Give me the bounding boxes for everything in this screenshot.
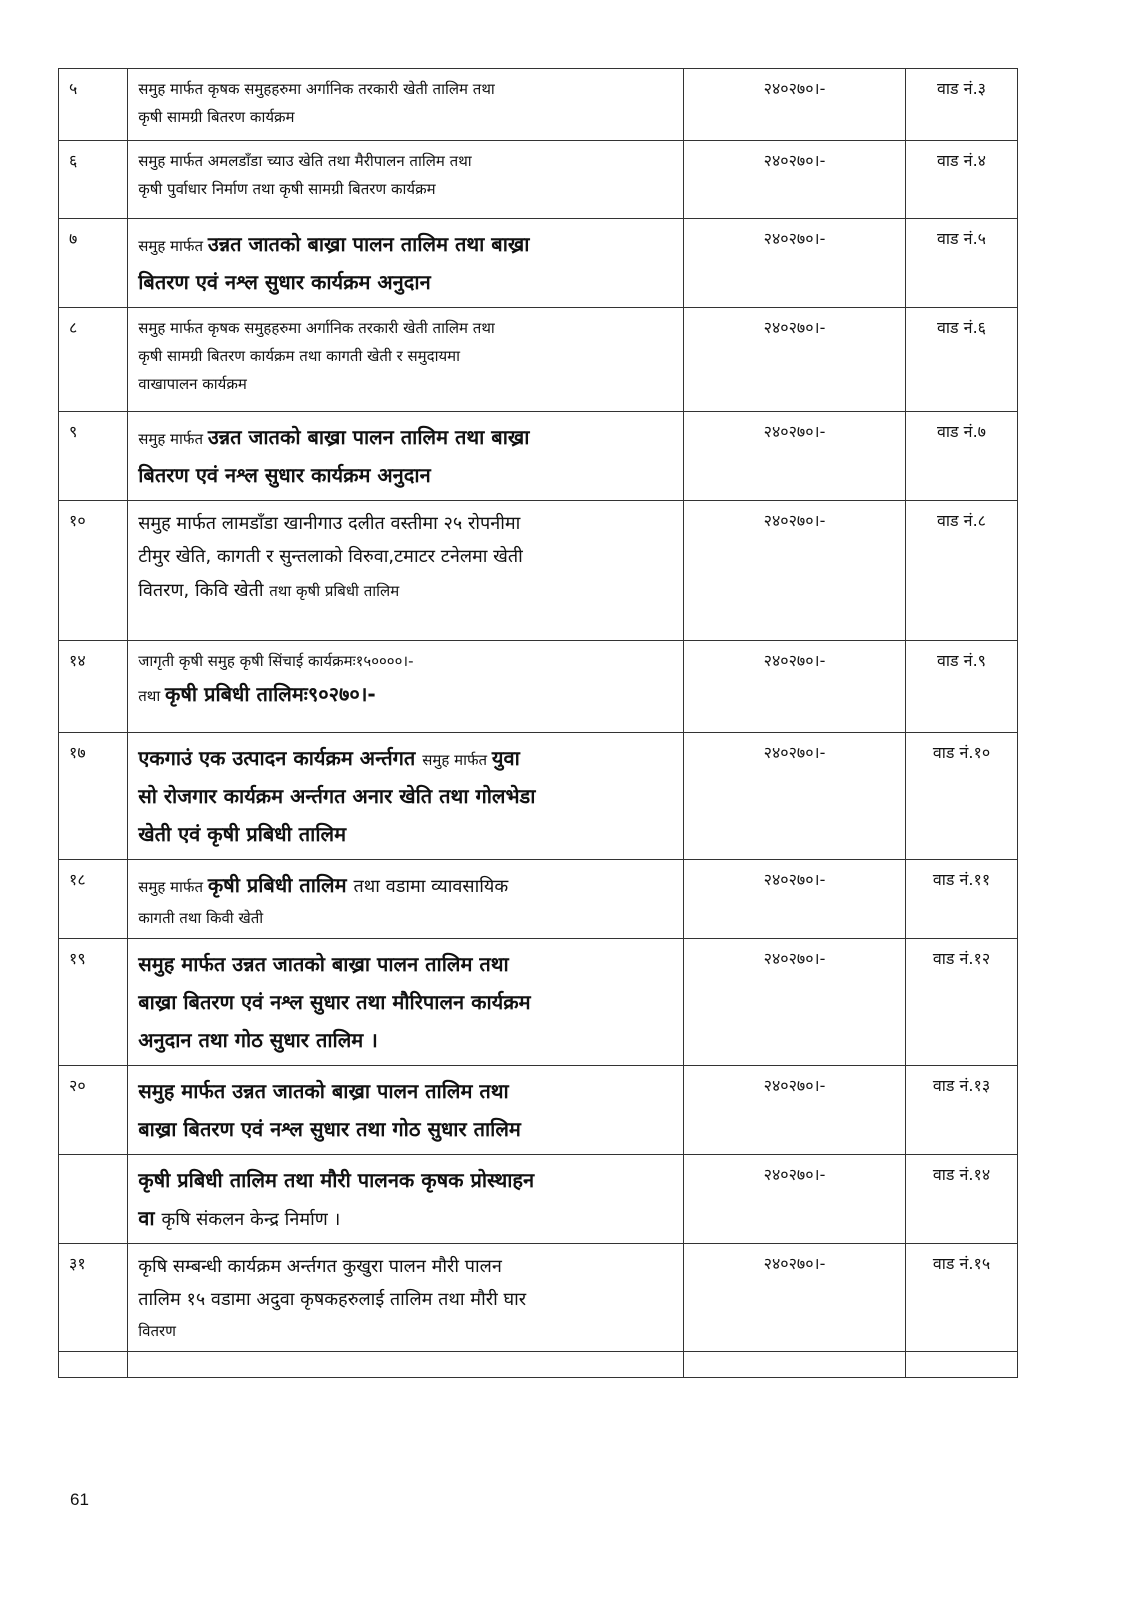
table-row	[59, 1066, 1018, 1155]
description-text: बाख्रा बितरण एवं नश्ल सुधार तथा मौरिपालन कार्यक्रम	[138, 990, 531, 1014]
program-description-cell	[128, 1244, 684, 1352]
table-row	[59, 733, 1018, 860]
ward-cell: वाड नं.७	[905, 412, 1017, 501]
table-row	[59, 69, 1018, 141]
table-row	[59, 308, 1018, 412]
program-description-cell	[128, 308, 684, 412]
description-text: खेती एवं कृषी प्रबिधी तालिम	[138, 822, 347, 846]
description-text: तथा वडामा व्यावसायिक	[353, 876, 509, 897]
serial-number-cell	[59, 1155, 128, 1244]
description-text: कागती तथा किवी खेती	[138, 909, 264, 927]
serial-number-cell: ३१	[59, 1244, 128, 1352]
serial-number-cell: ८	[59, 308, 128, 412]
description-text: समुह मार्फत	[138, 430, 208, 448]
serial-number-cell: ६	[59, 141, 128, 219]
description-text: कृषी प्रबिधी तालिम तथा मौरी पालनक कृषक प्रोस्थाहन	[138, 1168, 535, 1192]
amount-cell: २४०२७०।-	[684, 1155, 906, 1244]
amount-cell: २४०२७०।-	[684, 141, 906, 219]
description-text: वाखापालन कार्यक्रम	[138, 375, 247, 393]
amount-cell: २४०२७०।-	[684, 1244, 906, 1352]
amount-cell	[684, 1351, 906, 1377]
description-text: तथा	[138, 687, 166, 705]
table-row	[59, 412, 1018, 501]
program-description-cell	[128, 1066, 684, 1155]
description-text: अनुदान तथा गोठ सुधार तालिम ।	[138, 1028, 378, 1052]
page-number: 61	[70, 1490, 89, 1509]
serial-number-cell: ७	[59, 219, 128, 308]
table-row	[59, 641, 1018, 733]
description-text: समुह मार्फत	[422, 751, 492, 769]
amount-cell: २४०२७०।-	[684, 641, 906, 733]
program-description-cell	[128, 939, 684, 1066]
table-row	[59, 939, 1018, 1066]
description-text: कृषि संकलन केन्द्र निर्माण ।	[161, 1209, 341, 1230]
amount-cell: २४०२७०।-	[684, 412, 906, 501]
program-table	[58, 68, 1018, 1378]
program-description-cell	[128, 412, 684, 501]
table-row	[59, 1351, 1018, 1377]
description-text: समुह मार्फत उन्नत जातको बाख्रा पालन तालिम तथा	[138, 952, 509, 976]
description-text: टीमुर खेति, कागती र सुन्तलाको विरुवा,टमाटर टनेलमा खेती	[138, 546, 523, 568]
description-text: समुह मार्फत अमलडाँडा च्याउ खेति तथा मैरीपालन तालिम तथा	[138, 152, 472, 170]
table-row	[59, 141, 1018, 219]
serial-number-cell: १४	[59, 641, 128, 733]
description-text: कृषी सामग्री बितरण कार्यक्रम तथा कागती खेती र समुदायमा	[138, 347, 461, 365]
serial-number-cell: १९	[59, 939, 128, 1066]
description-text: कृषी सामग्री बितरण कार्यक्रम	[138, 108, 295, 126]
ward-cell: वाड नं.१४	[905, 1155, 1017, 1244]
program-description-cell	[128, 860, 684, 939]
description-text: समुह मार्फत लामडाँडा खानीगाउ दलीत वस्तीमा २५ रोपनीमा	[138, 513, 521, 534]
amount-cell: २४०२७०।-	[684, 219, 906, 308]
description-text: तथा कृषी प्रबिधी तालिम	[269, 581, 400, 600]
serial-number-cell: २०	[59, 1066, 128, 1155]
program-description-cell	[128, 69, 684, 141]
serial-number-cell: १८	[59, 860, 128, 939]
ward-cell: वाड नं.४	[905, 141, 1017, 219]
amount-cell: २४०२७०।-	[684, 1066, 906, 1155]
description-text: वितरण, किवि खेती	[138, 579, 270, 601]
description-text: एकगाउं एक उत्पादन कार्यक्रम अर्न्तगत	[138, 746, 423, 770]
description-text: कृषी प्रबिधी तालिम	[207, 873, 354, 897]
program-description-cell	[128, 501, 684, 641]
table-row	[59, 219, 1018, 308]
description-text: उन्नत जातको बाख्रा पालन तालिम तथा बाख्रा	[207, 232, 530, 256]
ward-cell: वाड नं.६	[905, 308, 1017, 412]
description-text: समुह मार्फत कृषक समुहहरुमा अर्गानिक तरकारी खेती तालिम तथा	[138, 80, 495, 98]
program-description-cell	[128, 733, 684, 860]
ward-cell: वाड नं.१३	[905, 1066, 1017, 1155]
description-text: तालिम १५ वडामा अदुवा कृषकहरुलाई तालिम तथा मौरी घार	[138, 1289, 527, 1311]
ward-cell	[905, 1351, 1017, 1377]
description-text: बितरण एवं नश्ल सुधार कार्यक्रम अनुदान	[138, 270, 431, 294]
description-text: समुह मार्फत कृषक समुहहरुमा अर्गानिक तरकारी खेती तालिम तथा	[138, 319, 495, 337]
description-text: समुह मार्फत	[138, 878, 208, 896]
description-text: समुह मार्फत	[138, 237, 208, 255]
description-text: समुह मार्फत उन्नत जातको बाख्रा पालन तालिम तथा	[138, 1079, 509, 1103]
ward-cell: वाड नं.८	[905, 501, 1017, 641]
table-row	[59, 1244, 1018, 1352]
description-text: कृषी प्रबिधी तालिमः९०२७०।-	[165, 682, 376, 706]
serial-number-cell	[59, 1351, 128, 1377]
description-text: वा	[138, 1206, 162, 1230]
program-description-cell	[128, 1351, 684, 1377]
amount-cell: २४०२७०।-	[684, 939, 906, 1066]
program-description-cell	[128, 141, 684, 219]
ward-cell: वाड नं.५	[905, 219, 1017, 308]
description-text: उन्नत जातको बाख्रा पालन तालिम तथा बाख्रा	[207, 425, 530, 449]
amount-cell: २४०२७०।-	[684, 501, 906, 641]
description-text: कृषि सम्बन्धी कार्यक्रम अर्न्तगत कुखुरा पालन मौरी पालन	[138, 1256, 502, 1277]
amount-cell: २४०२७०।-	[684, 860, 906, 939]
serial-number-cell: ९	[59, 412, 128, 501]
ward-cell: वाड नं.११	[905, 860, 1017, 939]
serial-number-cell: ५	[59, 69, 128, 141]
description-text: बाख्रा बितरण एवं नश्ल सुधार तथा गोठ सुधार तालिम	[138, 1117, 521, 1141]
program-table-body	[59, 69, 1018, 1378]
ward-cell: वाड नं.३	[905, 69, 1017, 141]
amount-cell: २४०२७०।-	[684, 308, 906, 412]
amount-cell: २४०२७०।-	[684, 733, 906, 860]
description-text: बितरण एवं नश्ल सुधार कार्यक्रम अनुदान	[138, 463, 431, 487]
ward-cell: वाड नं.९	[905, 641, 1017, 733]
serial-number-cell: १०	[59, 501, 128, 641]
program-description-cell	[128, 1155, 684, 1244]
ward-cell: वाड नं.१२	[905, 939, 1017, 1066]
serial-number-cell: १७	[59, 733, 128, 860]
description-text: कृषी पुर्वाधार निर्माण तथा कृषी सामग्री बितरण कार्यक्रम	[138, 180, 436, 198]
ward-cell: वाड नं.१५	[905, 1244, 1017, 1352]
table-row	[59, 1155, 1018, 1244]
description-text: सो रोजगार कार्यक्रम अर्न्तगत अनार खेति तथा गोलभेडा	[138, 784, 536, 808]
description-text: वितरण	[138, 1321, 176, 1340]
table-row	[59, 860, 1018, 939]
program-description-cell	[128, 641, 684, 733]
table-row	[59, 501, 1018, 641]
program-description-cell	[128, 219, 684, 308]
amount-cell: २४०२७०।-	[684, 69, 906, 141]
description-text: युवा	[491, 746, 520, 770]
description-text: जागृती कृषी समुह कृषी सिंचाई कार्यक्रमः१५००००।-	[138, 652, 414, 670]
ward-cell: वाड नं.१०	[905, 733, 1017, 860]
